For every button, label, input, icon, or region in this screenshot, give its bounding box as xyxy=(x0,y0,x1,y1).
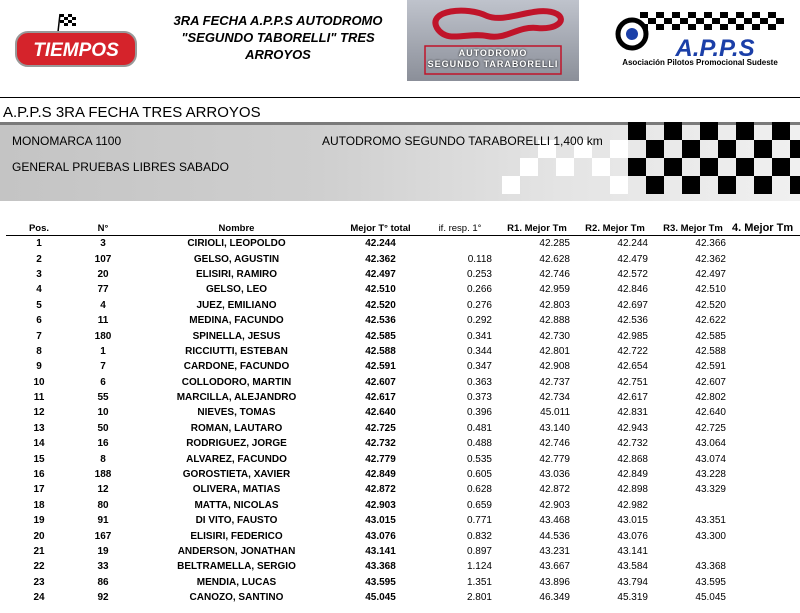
cell-r1: 42.746 xyxy=(539,438,570,450)
cell-pos: 17 xyxy=(33,484,45,496)
cell-r3: 42.366 xyxy=(695,238,726,250)
cell-number: 80 xyxy=(97,499,109,511)
cell-r4 xyxy=(732,421,800,436)
cell-best-time: 42.510 xyxy=(365,284,396,296)
cell-pos: 4 xyxy=(36,284,42,296)
cell-pos: 11 xyxy=(33,392,45,404)
cell-best-time: 43.368 xyxy=(365,561,396,573)
cell-r4 xyxy=(732,344,800,359)
table-row xyxy=(6,390,800,405)
cell-r1: 42.285 xyxy=(539,238,570,250)
cell-r3: 43.074 xyxy=(695,453,726,465)
cell-pos: 6 xyxy=(36,315,42,327)
cell-r2: 42.479 xyxy=(617,253,648,265)
cell-diff: 0.118 xyxy=(467,253,492,265)
cell-r3: 45.045 xyxy=(695,592,726,604)
cell-number: 86 xyxy=(97,576,109,588)
cell-r3: 42.607 xyxy=(695,376,726,388)
cell-diff: 0.253 xyxy=(466,268,492,280)
cell-diff: 1.124 xyxy=(466,561,492,573)
cell-r3: 43.300 xyxy=(695,530,726,542)
cell-r3: 42.510 xyxy=(695,284,726,296)
col-r2: R2. Mejor Tm xyxy=(585,222,645,234)
cell-r3: 42.585 xyxy=(695,330,726,342)
cell-r3: 43.228 xyxy=(695,469,726,481)
cell-r3: 42.591 xyxy=(695,361,726,373)
apps-subtitle: Asociación Pilotos Promocional Sudeste xyxy=(622,58,778,67)
cell-r4 xyxy=(732,575,800,590)
cell-r4 xyxy=(732,451,800,466)
autodromo-logo: AUTODROMO SEGUNDO TARABORELLI xyxy=(407,0,579,81)
cell-number: 33 xyxy=(97,561,109,573)
cell-name: GELSO, LEO xyxy=(205,284,268,296)
cell-number: 10 xyxy=(97,407,109,419)
cell-r3: 43.329 xyxy=(695,484,726,496)
cell-best-time: 42.903 xyxy=(365,499,396,511)
session-banner xyxy=(0,122,800,201)
cell-r3: 43.368 xyxy=(695,561,726,573)
cell-diff: 0.771 xyxy=(466,515,492,527)
header-divider xyxy=(0,97,800,98)
cell-r3 xyxy=(654,544,732,559)
cell-r1: 43.231 xyxy=(539,546,570,557)
cell-number: 11 xyxy=(97,315,109,327)
session-label: GENERAL PRUEBAS LIBRES SABADO xyxy=(12,160,229,174)
cell-r4 xyxy=(732,390,800,405)
cell-r4 xyxy=(732,282,800,297)
cell-diff: 2.801 xyxy=(466,592,492,604)
cell-r4 xyxy=(732,313,800,328)
table-row xyxy=(6,467,800,482)
cell-name: ALVAREZ, FACUNDO xyxy=(186,453,287,465)
cell-r2: 42.722 xyxy=(617,345,648,357)
table-row xyxy=(6,482,800,497)
cell-r1: 42.908 xyxy=(539,361,570,373)
cell-r3: 42.640 xyxy=(695,407,726,419)
cell-name: NIEVES, TOMAS xyxy=(197,407,276,419)
cell-name: MARCILLA, ALEJANDRO xyxy=(176,392,297,404)
cell-r3: 42.588 xyxy=(695,345,726,357)
cell-diff: 0.292 xyxy=(466,315,492,327)
cell-diff: 0.344 xyxy=(466,345,492,357)
cell-best-time: 42.588 xyxy=(365,345,396,357)
cell-pos: 3 xyxy=(36,268,42,280)
cell-best-time: 43.015 xyxy=(365,515,396,527)
cell-r4 xyxy=(732,251,800,266)
cell-number: 107 xyxy=(94,253,112,265)
table-row xyxy=(6,513,800,528)
cell-r2: 42.572 xyxy=(617,268,648,280)
col-pos: Pos. xyxy=(28,222,50,234)
cell-best-time: 42.591 xyxy=(365,361,396,373)
cell-best-time: 42.725 xyxy=(365,422,396,434)
cell-best-time: 42.520 xyxy=(365,299,396,311)
cell-name: ELISIRI, FEDERICO xyxy=(190,530,283,542)
cell-r3: 43.595 xyxy=(695,576,726,588)
cell-r2: 42.751 xyxy=(617,376,648,388)
cell-r1: 42.746 xyxy=(539,268,570,280)
cell-pos: 18 xyxy=(33,499,45,511)
table-row xyxy=(6,451,800,466)
cell-r4 xyxy=(732,513,800,528)
cell-pos: 22 xyxy=(33,561,45,573)
table-row xyxy=(6,528,800,543)
table-row xyxy=(6,544,800,559)
cell-r1: 42.801 xyxy=(539,345,570,357)
cell-diff: 0.628 xyxy=(466,484,492,496)
cell-pos: 24 xyxy=(33,592,45,604)
cell-r2: 42.831 xyxy=(617,407,648,419)
cell-diff: 0.535 xyxy=(466,453,492,465)
cell-best-time: 42.497 xyxy=(365,268,396,280)
table-row xyxy=(6,421,800,436)
cell-diff: 0.347 xyxy=(466,361,492,373)
cell-best-time: 45.045 xyxy=(365,592,396,604)
cell-r2: 42.985 xyxy=(617,330,648,342)
cell-r3: 42.622 xyxy=(695,315,726,327)
cell-r4 xyxy=(732,405,800,420)
cell-best-time: 43.141 xyxy=(365,546,396,557)
cell-number: 77 xyxy=(97,284,109,296)
cell-r1: 43.667 xyxy=(539,561,570,573)
svg-text:TIEMPOS: TIEMPOS xyxy=(33,40,119,61)
cell-name: RICCIUTTI, ESTEBAN xyxy=(185,345,288,357)
cell-r3: 42.497 xyxy=(695,268,726,280)
cell-r1: 42.888 xyxy=(539,315,570,327)
cell-pos: 16 xyxy=(33,469,45,481)
cell-r1: 42.959 xyxy=(539,284,570,296)
event-title: 3RA FECHA A.P.P.S AUTODROMO "SEGUNDO TABORELLI" TRES ARROYOS xyxy=(173,13,383,62)
cell-diff: 0.897 xyxy=(466,546,492,557)
cell-best-time: 42.640 xyxy=(365,407,396,419)
cell-number: 188 xyxy=(94,469,112,481)
cell-r2: 45.319 xyxy=(617,592,648,604)
cell-diff: 0.363 xyxy=(466,376,492,388)
cell-r4 xyxy=(732,590,800,605)
cell-name: GOROSTIETA, XAVIER xyxy=(182,469,291,481)
cell-diff: 0.481 xyxy=(466,422,492,434)
table-row xyxy=(6,590,800,605)
cell-pos: 1 xyxy=(36,238,42,250)
cell-number: 6 xyxy=(100,376,106,388)
cell-diff: 0.605 xyxy=(466,469,492,481)
table-row xyxy=(6,282,800,297)
cell-r2: 42.697 xyxy=(617,299,648,311)
cell-pos: 10 xyxy=(33,376,45,388)
cell-name: SPINELLA, JESUS xyxy=(192,330,281,342)
table-row xyxy=(6,236,800,252)
cell-pos: 7 xyxy=(36,330,42,342)
cell-best-time: 42.872 xyxy=(365,484,396,496)
cell-r3 xyxy=(654,498,732,513)
cell-r1: 44.536 xyxy=(539,530,570,542)
cell-r1: 42.803 xyxy=(539,299,570,311)
cell-r4 xyxy=(732,375,800,390)
cell-r1: 42.734 xyxy=(539,392,570,404)
cell-pos: 19 xyxy=(33,515,45,527)
cell-r4 xyxy=(732,267,800,282)
cell-best-time: 42.732 xyxy=(365,438,396,450)
cell-number: 91 xyxy=(97,515,109,527)
cell-number: 55 xyxy=(97,392,109,404)
cell-name: CANOZO, SANTINO xyxy=(189,592,284,604)
cell-diff: 0.341 xyxy=(466,330,492,342)
cell-r1: 43.896 xyxy=(539,576,570,588)
cell-best-time: 42.536 xyxy=(365,315,396,327)
cell-best-time: 43.076 xyxy=(365,530,396,542)
cell-r1: 42.737 xyxy=(539,376,570,388)
table-row xyxy=(6,328,800,343)
cell-pos: 13 xyxy=(33,422,45,434)
cell-name: BELTRAMELLA, SERGIO xyxy=(177,561,296,573)
cell-r2: 42.654 xyxy=(617,361,648,373)
col-r4: 4. Mejor Tm xyxy=(732,222,794,234)
cell-best-time: 42.244 xyxy=(365,238,396,250)
cell-best-time: 42.362 xyxy=(365,253,396,265)
cell-r2: 43.076 xyxy=(617,530,648,542)
cell-r1: 42.730 xyxy=(539,330,570,342)
cell-r2: 42.732 xyxy=(617,438,648,450)
cell-diff: 0.266 xyxy=(466,284,492,296)
cell-diff: 0.396 xyxy=(466,407,492,419)
table-header-row xyxy=(6,221,800,236)
table-row xyxy=(6,375,800,390)
cell-number: 12 xyxy=(97,484,109,496)
cell-pos: 14 xyxy=(33,438,45,450)
cell-name: ROMAN, LAUTARO xyxy=(190,422,283,434)
cell-best-time: 43.595 xyxy=(365,576,396,588)
cell-name: GELSO, AGUSTIN xyxy=(193,253,280,265)
cell-r1: 42.779 xyxy=(539,453,570,465)
cell-r1: 42.903 xyxy=(539,499,570,511)
cell-diff: 0.832 xyxy=(466,530,492,542)
cell-r2: 42.868 xyxy=(617,453,648,465)
cell-r2: 42.943 xyxy=(617,422,648,434)
cell-r3: 42.802 xyxy=(695,392,726,404)
cell-number: 92 xyxy=(97,592,109,604)
cell-number: 20 xyxy=(97,268,109,280)
cell-r3: 43.064 xyxy=(695,438,726,450)
cell-r4 xyxy=(732,298,800,313)
table-row xyxy=(6,436,800,451)
cell-best-time: 42.849 xyxy=(365,469,396,481)
cell-name: ELISIRI, RAMIRO xyxy=(195,268,278,280)
cell-r3: 42.725 xyxy=(695,422,726,434)
col-diff: if. resp. 1° xyxy=(438,222,482,234)
cell-pos: 20 xyxy=(33,530,45,542)
cell-name: DI VITO, FAUSTO xyxy=(195,515,278,527)
cell-diff: 1.351 xyxy=(466,576,492,588)
col-number: N° xyxy=(97,222,109,234)
col-r1: R1. Mejor Tm xyxy=(507,222,567,234)
cell-diff: 0.276 xyxy=(466,299,492,311)
cell-name: MATTA, NICOLAS xyxy=(194,499,279,511)
table-row xyxy=(6,359,800,374)
cell-r1: 43.468 xyxy=(539,515,570,527)
cell-pos: 21 xyxy=(33,546,45,557)
cell-r1: 43.036 xyxy=(539,469,570,481)
cell-r1: 42.872 xyxy=(539,484,570,496)
cell-diff: 0.373 xyxy=(466,392,492,404)
cell-r2: 42.536 xyxy=(617,315,648,327)
cell-number: 4 xyxy=(100,299,106,311)
cell-diff: 0.659 xyxy=(466,499,492,511)
table-row xyxy=(6,498,800,513)
cell-r2: 43.141 xyxy=(617,546,648,557)
table-row xyxy=(6,559,800,574)
cell-number: 50 xyxy=(97,422,109,434)
cell-diff xyxy=(422,236,498,252)
circuit-label: AUTODROMO SEGUNDO TARABORELLI 1,400 km xyxy=(322,134,603,148)
cell-diff: 0.488 xyxy=(466,438,492,450)
cell-r3: 43.351 xyxy=(695,515,726,527)
table-row xyxy=(6,267,800,282)
cell-pos: 5 xyxy=(36,299,42,311)
cell-pos: 8 xyxy=(36,345,42,357)
cell-r2: 42.617 xyxy=(617,392,648,404)
cell-number: 3 xyxy=(100,238,106,250)
cell-number: 16 xyxy=(97,438,109,450)
cell-r4 xyxy=(732,436,800,451)
cell-number: 1 xyxy=(100,345,106,357)
cell-best-time: 42.585 xyxy=(365,330,396,342)
cell-r2: 42.244 xyxy=(617,238,648,250)
cell-name: JUEZ, EMILIANO xyxy=(196,299,277,311)
tiempos-logo xyxy=(14,10,138,72)
category-label: MONOMARCA 1100 xyxy=(12,134,122,148)
cell-r1: 43.140 xyxy=(539,422,570,434)
cell-r4 xyxy=(732,236,800,252)
svg-text:A.P.P.S: A.P.P.S xyxy=(675,35,755,62)
cell-name: COLLODORO, MARTIN xyxy=(181,376,292,388)
cell-name: OLIVERA, MATIAS xyxy=(192,484,281,496)
cell-number: 8 xyxy=(100,453,106,465)
cell-name: CARDONE, FACUNDO xyxy=(183,361,290,373)
cell-pos: 12 xyxy=(33,407,45,419)
cell-best-time: 42.779 xyxy=(365,453,396,465)
table-row xyxy=(6,344,800,359)
cell-number: 180 xyxy=(94,330,112,342)
cell-pos: 23 xyxy=(33,576,45,588)
col-name: Nombre xyxy=(218,222,255,234)
cell-name: MEDINA, FACUNDO xyxy=(189,315,284,327)
page-header xyxy=(0,0,800,96)
cell-name: RODRIGUEZ, JORGE xyxy=(186,438,287,450)
cell-r1: 46.349 xyxy=(539,592,570,604)
cell-r4 xyxy=(732,559,800,574)
table-row xyxy=(6,251,800,266)
checkered-flag-icon xyxy=(58,14,76,32)
cell-r3: 42.362 xyxy=(695,253,726,265)
cell-r1: 42.628 xyxy=(539,253,570,265)
cell-r4 xyxy=(732,498,800,513)
cell-r3: 42.520 xyxy=(695,299,726,311)
cell-r2: 42.846 xyxy=(617,284,648,296)
cell-r4 xyxy=(732,544,800,559)
cell-r2: 42.898 xyxy=(617,484,648,496)
cell-best-time: 42.617 xyxy=(365,392,396,404)
cell-pos: 15 xyxy=(33,453,45,465)
cell-number: 7 xyxy=(100,361,106,373)
cell-r2: 43.015 xyxy=(617,515,648,527)
cell-r4 xyxy=(732,359,800,374)
cell-r2: 42.849 xyxy=(617,469,648,481)
cell-number: 19 xyxy=(97,546,109,557)
cell-r2: 42.982 xyxy=(617,499,648,511)
cell-number: 167 xyxy=(94,530,112,542)
table-row xyxy=(6,575,800,590)
cell-name: ANDERSON, JONATHAN xyxy=(177,546,296,557)
col-best-time: Mejor T° total xyxy=(350,222,411,234)
cell-pos: 2 xyxy=(36,253,42,265)
cell-r2: 43.584 xyxy=(617,561,648,573)
table-row xyxy=(6,298,800,313)
cell-name: MENDIA, LUCAS xyxy=(196,576,277,588)
cell-best-time: 42.607 xyxy=(365,376,396,388)
cell-r1: 45.011 xyxy=(540,407,570,419)
cell-r2: 43.794 xyxy=(617,576,648,588)
cell-r4 xyxy=(732,328,800,343)
table-row xyxy=(6,313,800,328)
cell-r4 xyxy=(732,467,800,482)
table-row xyxy=(6,405,800,420)
cell-r4 xyxy=(732,482,800,497)
cell-r4 xyxy=(732,528,800,543)
page-title: A.P.P.S 3RA FECHA TRES ARROYOS xyxy=(3,104,261,121)
results-table xyxy=(6,221,800,605)
col-r3: R3. Mejor Tm xyxy=(663,222,723,234)
cell-pos: 9 xyxy=(36,361,42,373)
cell-name: CIRIOLI, LEOPOLDO xyxy=(187,238,286,250)
